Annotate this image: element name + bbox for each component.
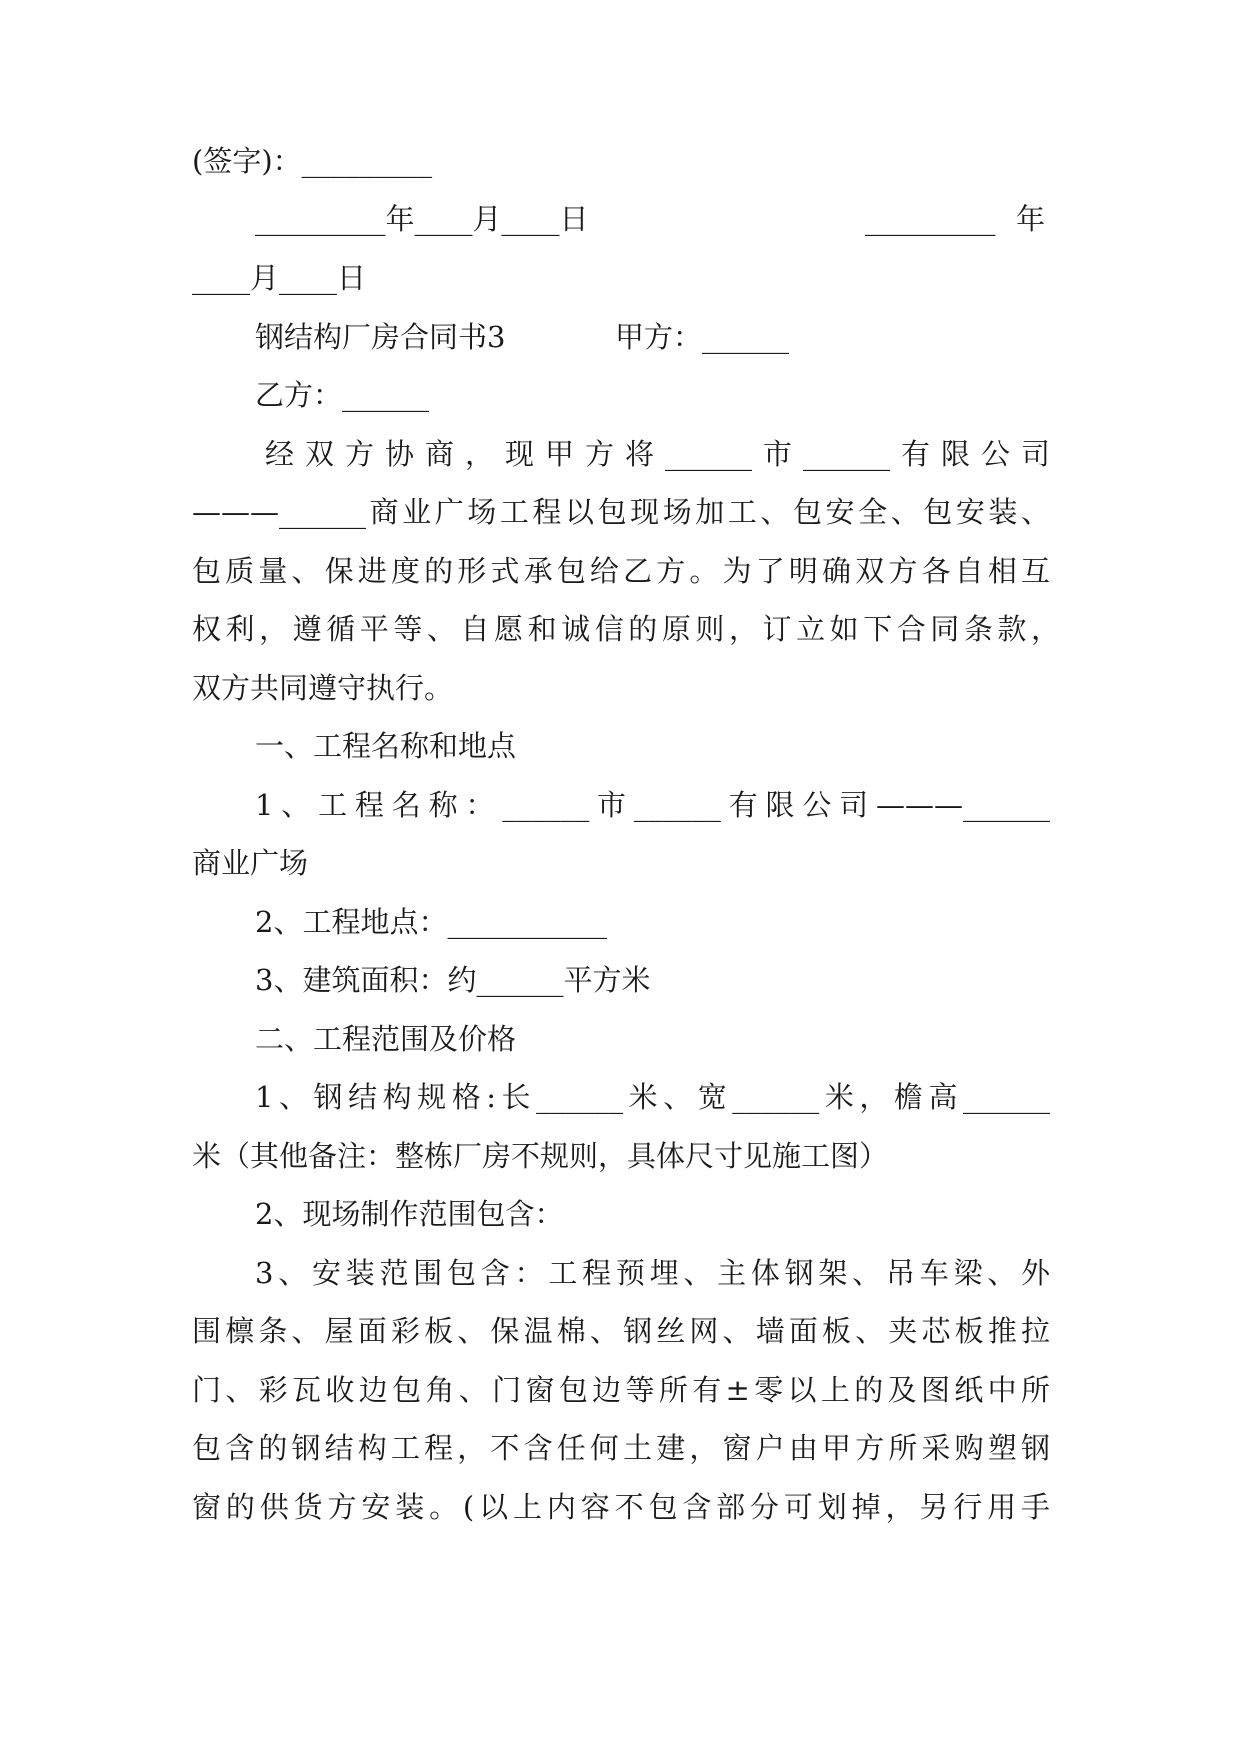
text-line-9: ———______商业广场工程以包现场加工、包安全、包安装、 — [192, 495, 1050, 529]
text-line-2: _________年____月____日 — [255, 202, 589, 236]
text-line-22: 3、安装范围包含：工程预埋、主体钢架、吊车梁、外 — [255, 1256, 1050, 1290]
text-line-20: 米（其他备注：整栋厂房不规则，具体尺寸见施工图） — [192, 1139, 889, 1173]
text-line-12: 双方共同遵守执行。 — [192, 671, 454, 705]
text-line-25: 包含的钢结构工程，不含任何土建，窗户由甲方所采购塑钢 — [192, 1431, 1050, 1465]
text-line-6: 甲方：______ — [615, 320, 790, 354]
text-line-5: 钢结构厂房合同书3 — [255, 320, 506, 354]
text-line-11: 权利，遵循平等、自愿和诚信的原则，订立如下合同条款， — [192, 612, 1060, 646]
text-line-15: 商业广场 — [192, 846, 309, 880]
text-line-23: 围檩条、屋面彩板、保温棉、钢丝网、墙面板、夹芯板推拉 — [192, 1314, 1050, 1348]
text-line-19: 1、钢结构规格:长______米、宽______米，檐高______ — [255, 1080, 1050, 1114]
text-line-21: 2、现场制作范围包含： — [255, 1197, 564, 1231]
text-line-17: 3、建筑面积：约______平方米 — [255, 963, 651, 997]
text-line-4: ____月____日 — [192, 261, 367, 295]
text-line-8: 经双方协商，现甲方将______市______有限公司 — [265, 437, 1050, 471]
text-line-7: 乙方：______ — [255, 378, 430, 412]
text-line-26: 窗的供货方安装。(以上内容不包含部分可划掉，另行用手 — [192, 1490, 1050, 1524]
text-line-1: (签字)：_________ — [192, 144, 433, 178]
text-line-14: 1、工程名称：______市______有限公司———______ — [255, 788, 1050, 822]
text-line-3: _________年 — [865, 202, 1045, 236]
text-line-10: 包质量、保进度的形式承包给乙方。为了明确双方各自相互 — [192, 554, 1050, 588]
text-line-18: 二、工程范围及价格 — [255, 1022, 517, 1056]
text-line-13: 一、工程名称和地点 — [255, 729, 517, 763]
text-line-24: 门、彩瓦收边包角、门窗包边等所有±零以上的及图纸中所 — [192, 1373, 1050, 1407]
text-line-16: 2、工程地点：___________ — [255, 905, 607, 939]
